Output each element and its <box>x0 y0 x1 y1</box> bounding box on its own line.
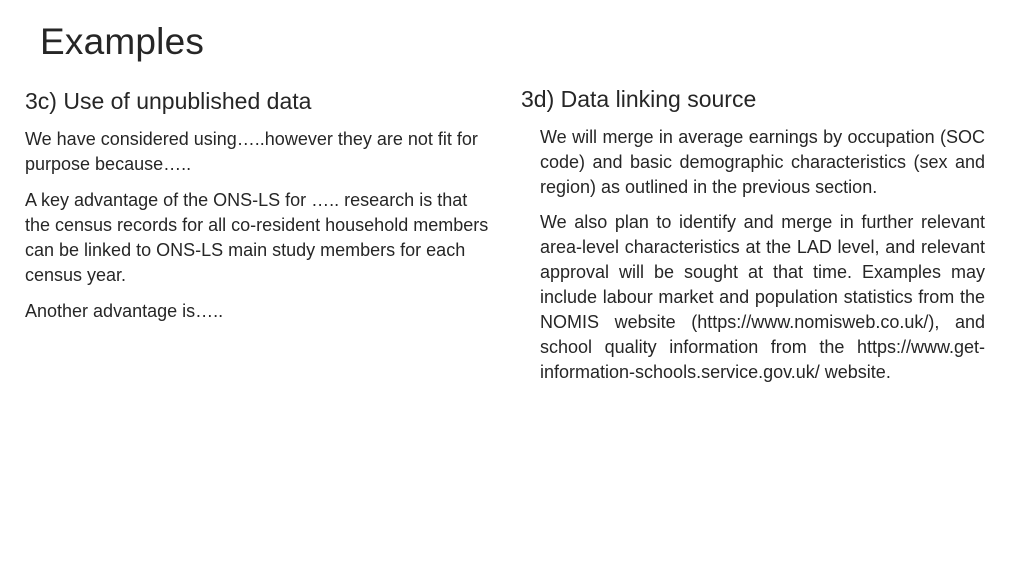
left-paragraph-2: A key advantage of the ONS-LS for ….. research is that the census records for all co-resident household members can be linked to ONS-LS main study members for each census year. <box>25 190 489 285</box>
left-paragraph-3: Another advantage is….. <box>25 301 224 321</box>
right-paragraph-1: We will merge in average earnings by occupation (SOC code) and basic demographic characteristics (sex and region) as outlined in the previous section. <box>540 127 985 197</box>
left-column <box>25 86 490 335</box>
right-paragraph-2: We also plan to identify and merge in further relevant area-level characteristics at the LAD level, and relevant approval will be sought at that time. Examples may include labour market and population statistics from the NOMIS website (https://www.nomisweb.co.uk/), and school quality information from the https://www.get-information-schools.service.gov.uk/ website. <box>540 212 985 382</box>
right-column <box>521 84 985 395</box>
left-paragraph-1: We have considered using…..however they are not fit for purpose because….. <box>25 129 478 174</box>
slide-title: Examples <box>40 21 205 62</box>
left-column-heading: 3c) Use of unpublished data <box>25 88 312 114</box>
right-column-heading: 3d) Data linking source <box>521 86 757 112</box>
